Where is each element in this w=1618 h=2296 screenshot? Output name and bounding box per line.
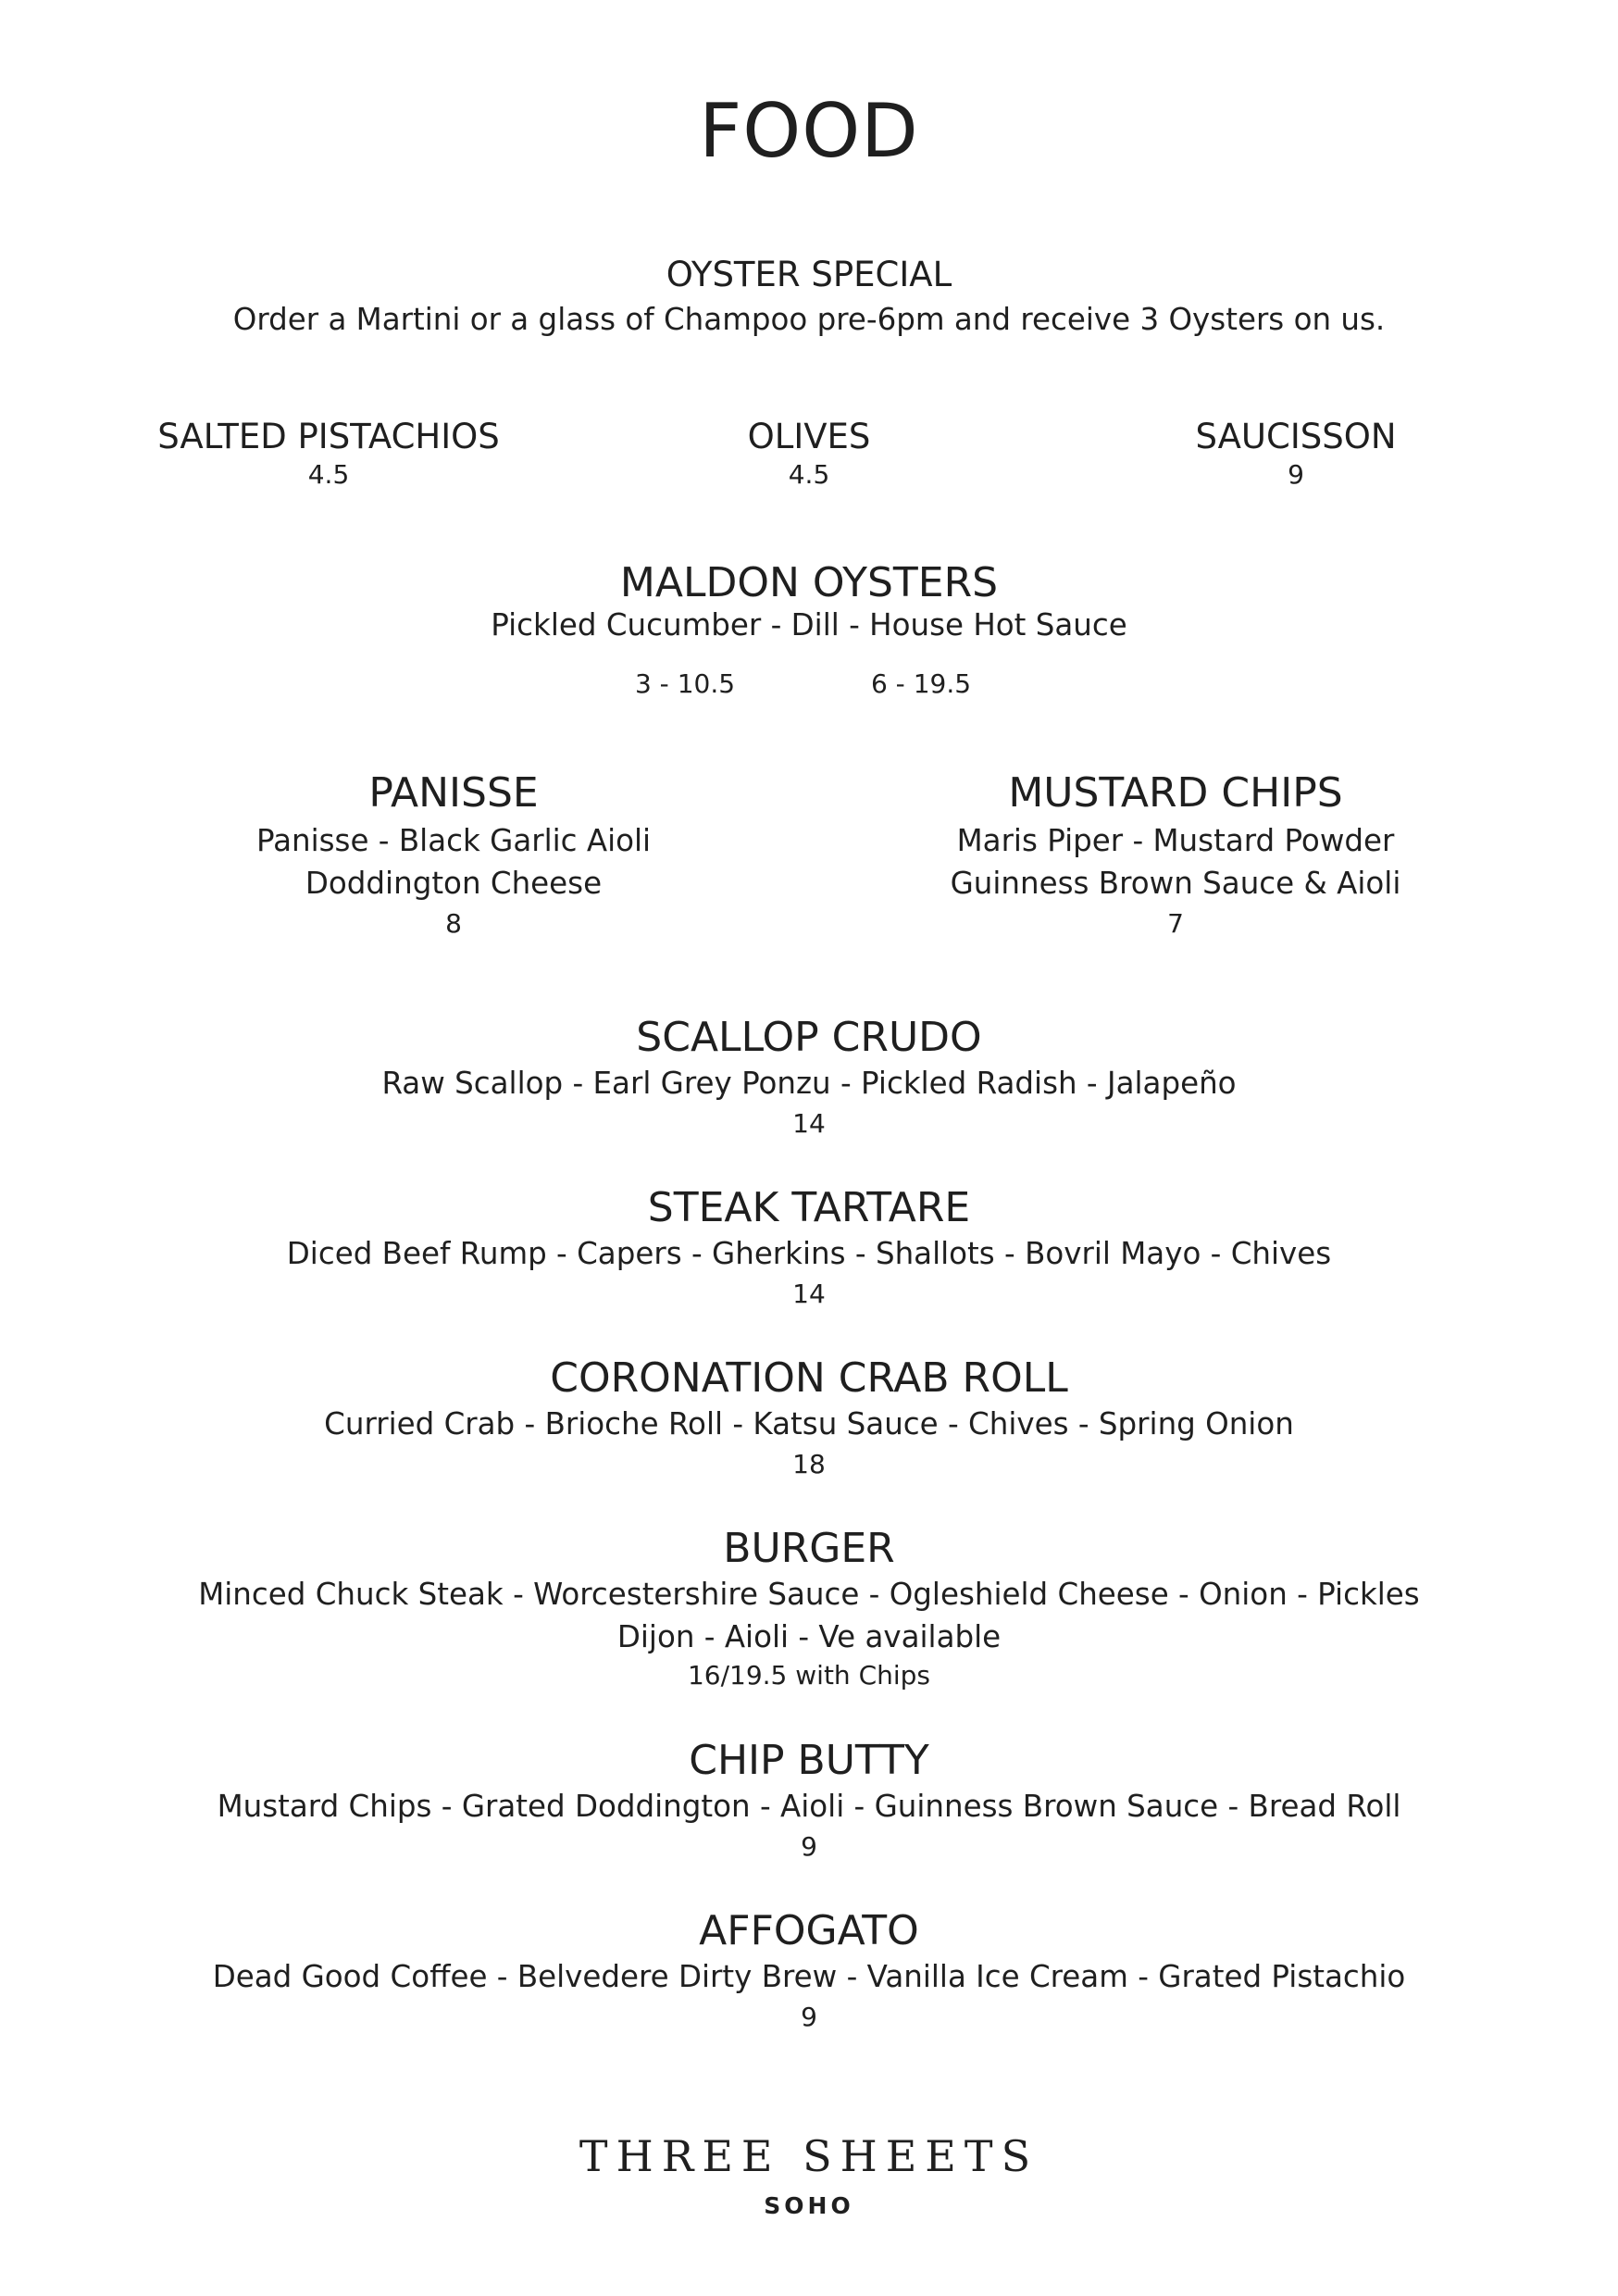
burger-name: BURGER — [723, 1525, 895, 1572]
chip-butty-name: CHIP BUTTY — [689, 1737, 929, 1784]
chip-butty-price: 9 — [801, 1830, 817, 1862]
mustard-chips-price: 7 — [1167, 907, 1184, 939]
steak-tartare-name: STEAK TARTARE — [647, 1184, 971, 1231]
maldon-oysters-name: MALDON OYSTERS — [619, 559, 999, 606]
burger-desc-line-1: Minced Chuck Steak - Worcestershire Sauce - Ogleshield Cheese - Onion - Pickles — [198, 1576, 1420, 1612]
snack-name: OLIVES — [747, 417, 871, 456]
chip-butty-desc: Mustard Chips - Grated Doddington - Aioli - Guinness Brown Sauce - Bread Roll — [217, 1788, 1401, 1824]
scallop-crudo-price: 14 — [792, 1107, 826, 1139]
oyster-special-heading: OYSTER SPECIAL — [666, 255, 952, 294]
mustard-chips-name: MUSTARD CHIPS — [1008, 769, 1343, 817]
steak-tartare-item — [0, 1185, 1618, 1309]
scallop-crudo-name: SCALLOP CRUDO — [636, 1014, 982, 1061]
snack-name: SALTED PISTACHIOS — [157, 417, 500, 456]
maldon-oysters-desc: Pickled Cucumber - Dill - House Hot Sauce — [491, 607, 1127, 643]
chip-butty-item — [0, 1738, 1618, 1862]
mustard-chips-desc-line-1: Maris Piper - Mustard Powder — [956, 822, 1395, 858]
snack-price: 4.5 — [788, 458, 830, 490]
page-title: FOOD — [699, 88, 919, 174]
panisse-name: PANISSE — [368, 769, 539, 817]
brand-logo: THREE SHEETS — [579, 2131, 1039, 2181]
panisse-price: 8 — [445, 907, 462, 939]
scallop-crudo-item — [0, 1015, 1618, 1139]
steak-tartare-price: 14 — [792, 1278, 826, 1309]
mustard-chips-desc-line-2: Guinness Brown Sauce & Aioli — [950, 865, 1401, 901]
affogato-price: 9 — [801, 2001, 817, 2032]
snack-price: 9 — [1288, 458, 1304, 490]
affogato-item — [0, 1908, 1618, 2032]
snack-saucisson — [1148, 418, 1444, 490]
crab-roll-price: 18 — [792, 1448, 826, 1479]
panisse-item — [176, 770, 731, 939]
burger-price: 16/19.5 with Chips — [687, 1659, 931, 1691]
snack-olives — [670, 418, 948, 490]
crab-roll-desc: Curried Crab - Brioche Roll - Katsu Sauce - Chives - Spring Onion — [324, 1405, 1294, 1441]
panisse-desc-line-2: Doddington Cheese — [305, 865, 603, 901]
brand-location: SOHO — [764, 2192, 854, 2219]
oyster-special-text: Order a Martini or a glass of Champoo pre-6pm and receive 3 Oysters on us. — [232, 302, 1386, 337]
panisse-desc-line-1: Panisse - Black Garlic Aioli — [255, 822, 652, 858]
affogato-name: AFFOGATO — [699, 1907, 919, 1954]
affogato-desc: Dead Good Coffee - Belvedere Dirty Brew - Vanilla Ice Cream - Grated Pistachio — [212, 1958, 1406, 1994]
burger-item — [0, 1526, 1618, 1691]
mustard-chips-item — [889, 770, 1462, 939]
scallop-crudo-desc: Raw Scallop - Earl Grey Ponzu - Pickled Radish - Jalapeño — [381, 1065, 1237, 1101]
maldon-oysters-price-6: 6 - 19.5 — [870, 668, 972, 699]
snack-name: SAUCISSON — [1195, 417, 1397, 456]
snack-price: 4.5 — [307, 458, 350, 490]
maldon-oysters-price-3: 3 - 10.5 — [634, 668, 736, 699]
snack-salted-pistachios — [139, 418, 518, 490]
burger-desc-line-2: Dijon - Aioli - Ve available — [616, 1618, 1002, 1654]
crab-roll-item — [0, 1355, 1618, 1479]
crab-roll-name: CORONATION CRAB ROLL — [550, 1354, 1068, 1402]
steak-tartare-desc: Diced Beef Rump - Capers - Gherkins - Shallots - Bovril Mayo - Chives — [286, 1235, 1332, 1271]
